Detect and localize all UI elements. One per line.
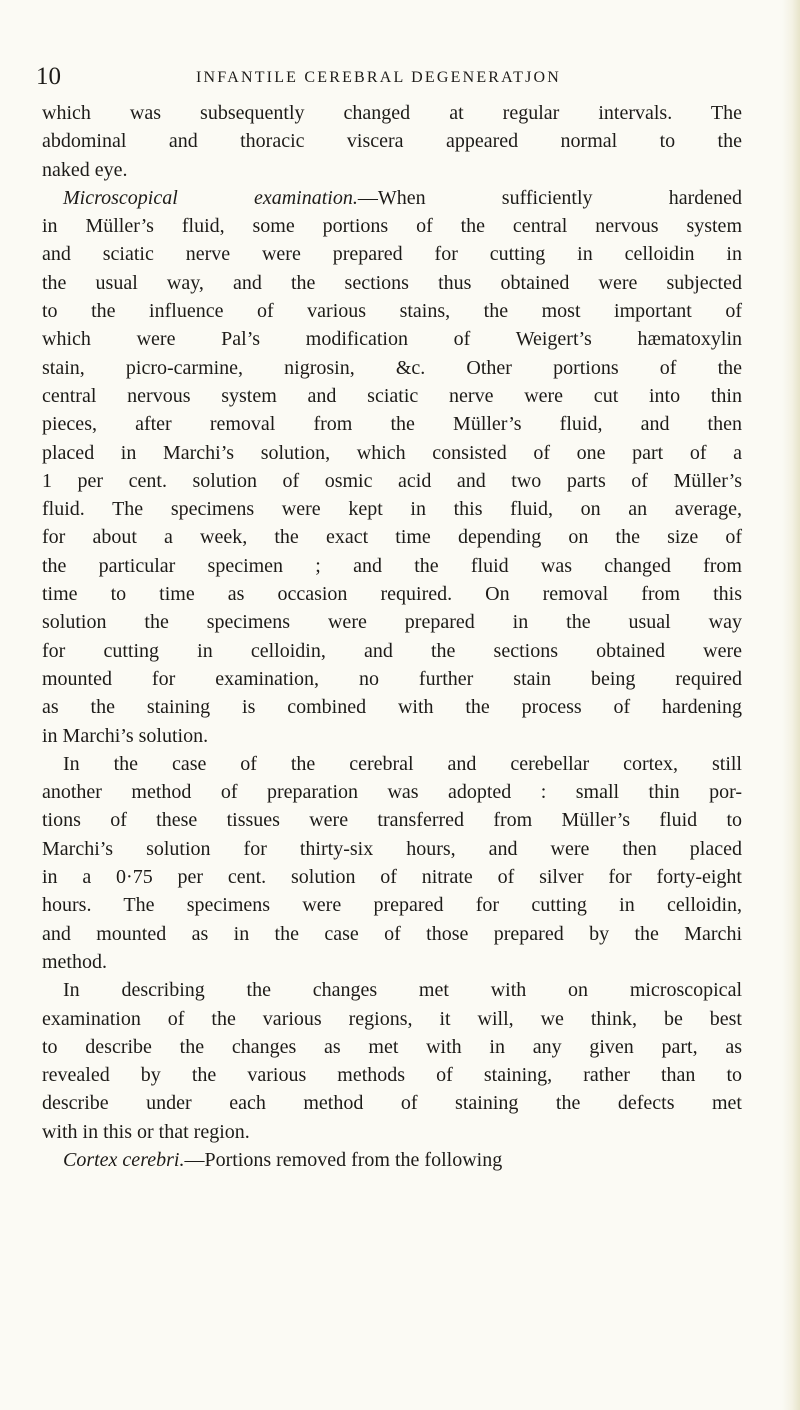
text-line: [42, 325, 742, 353]
line-text: and mounted as in the case of those prepared by the Marchi: [42, 922, 742, 945]
text-line: [42, 156, 742, 184]
text-line: [42, 467, 742, 495]
line-text: with in this or that region.: [42, 1120, 250, 1143]
line-text: revealed by the various methods of staining, rather than to: [42, 1064, 742, 1087]
text-line: [42, 722, 742, 750]
line-text: —Portions removed from the following: [184, 1148, 503, 1171]
line-text: describe under each method of staining the defects met: [42, 1092, 742, 1115]
text-line: [42, 127, 742, 155]
line-text: in Marchi’s solution.: [42, 724, 209, 747]
paragraph: [42, 976, 742, 1146]
line-text: to describe the changes as met with in any given part, as: [42, 1035, 742, 1058]
line-text: pieces, after removal from the Müller’s fluid, and then: [42, 413, 742, 436]
text-line: [42, 1033, 742, 1061]
italic-heading: Microscopical examination.: [63, 186, 358, 209]
text-line: [42, 806, 742, 834]
paragraph: [42, 1146, 742, 1174]
line-text: as the staining is combined with the process of hardening: [42, 696, 742, 719]
line-text: to the influence of various stains, the most important of: [42, 300, 742, 323]
text-line: [42, 184, 742, 212]
text-line: [42, 1005, 742, 1033]
paragraph: [42, 99, 742, 184]
text-line: [42, 637, 742, 665]
line-text: for cutting in celloidin, and the sections obtained were: [42, 639, 742, 662]
line-text: and sciatic nerve were prepared for cutting in celloidin in: [42, 243, 742, 266]
text-line: [42, 269, 742, 297]
line-text: Marchi’s solution for thirty-six hours, and were then placed: [42, 837, 742, 860]
text-line: [42, 1118, 742, 1146]
line-text: 1 per cent. solution of osmic acid and two parts of Müller’s: [42, 469, 742, 492]
line-text: examination of the various regions, it will, we think, be best: [42, 1007, 742, 1030]
text-line: [42, 976, 742, 1004]
text-line: [42, 354, 742, 382]
italic-heading: Cortex cerebri.: [63, 1148, 185, 1171]
text-line: [42, 410, 742, 438]
line-text: the usual way, and the sections thus obtained were subjected: [42, 271, 742, 294]
paragraph: [42, 184, 742, 750]
line-text: tions of these tissues were transferred from Müller’s fluid to: [42, 809, 742, 832]
line-text: —When sufficiently hardened: [357, 186, 742, 209]
text-line: [42, 1061, 742, 1089]
text-line: [42, 1146, 742, 1174]
text-line: [42, 948, 742, 976]
running-head: [36, 62, 736, 92]
line-text: which were Pal’s modification of Weigert’s hæmatoxylin: [42, 328, 742, 351]
text-line: [42, 1089, 742, 1117]
paragraph: [42, 750, 742, 976]
line-text: the particular specimen ; and the fluid was changed from: [42, 554, 742, 577]
text-line: [42, 99, 742, 127]
running-title: INFANTILE CEREBRAL DEGENERATJON: [196, 69, 562, 86]
text-line: [42, 693, 742, 721]
text-line: [42, 212, 742, 240]
line-text: solution the specimens were prepared in the usual way: [42, 611, 742, 634]
line-text: time to time as occasion required. On removal from this: [42, 583, 742, 606]
text-line: [42, 495, 742, 523]
line-text: In describing the changes met with on microscopical: [63, 979, 742, 1002]
line-text: method.: [42, 950, 107, 973]
text-line: [42, 297, 742, 325]
page-edge-shadow: [782, 0, 800, 1410]
text-line: [42, 891, 742, 919]
line-text: stain, picro-carmine, nigrosin, &c. Other portions of the: [42, 356, 742, 379]
text-line: [42, 665, 742, 693]
line-text: in a 0·75 per cent. solution of nitrate of silver for forty-eight: [42, 866, 742, 889]
text-line: [42, 920, 742, 948]
text-line: [42, 835, 742, 863]
text-line: [42, 750, 742, 778]
line-text: in Müller’s fluid, some portions of the central nervous system: [42, 215, 742, 238]
text-line: [42, 523, 742, 551]
line-text: naked eye.: [42, 158, 128, 181]
line-text: central nervous system and sciatic nerve were cut into thin: [42, 384, 742, 407]
line-text: placed in Marchi’s solution, which consisted of one part of a: [42, 441, 742, 464]
page-number: 10: [36, 63, 61, 90]
text-line: [42, 382, 742, 410]
text-line: [42, 778, 742, 806]
text-line: [42, 608, 742, 636]
text-line: [42, 439, 742, 467]
text-line: [42, 240, 742, 268]
body-text: [42, 99, 742, 1174]
text-line: [42, 863, 742, 891]
text-line: [42, 552, 742, 580]
line-text: In the case of the cerebral and cerebellar cortex, still: [63, 752, 742, 775]
line-text: another method of preparation was adopted : small thin por-: [42, 781, 742, 804]
line-text: hours. The specimens were prepared for cutting in celloidin,: [42, 894, 742, 917]
line-text: mounted for examination, no further stain being required: [42, 667, 742, 690]
line-text: abdominal and thoracic viscera appeared normal to the: [42, 130, 742, 153]
line-text: which was subsequently changed at regular intervals. The: [42, 102, 742, 124]
line-text: fluid. The specimens were kept in this fluid, on an average,: [42, 498, 742, 521]
text-line: [42, 580, 742, 608]
line-text: for about a week, the exact time depending on the size of: [42, 526, 742, 549]
